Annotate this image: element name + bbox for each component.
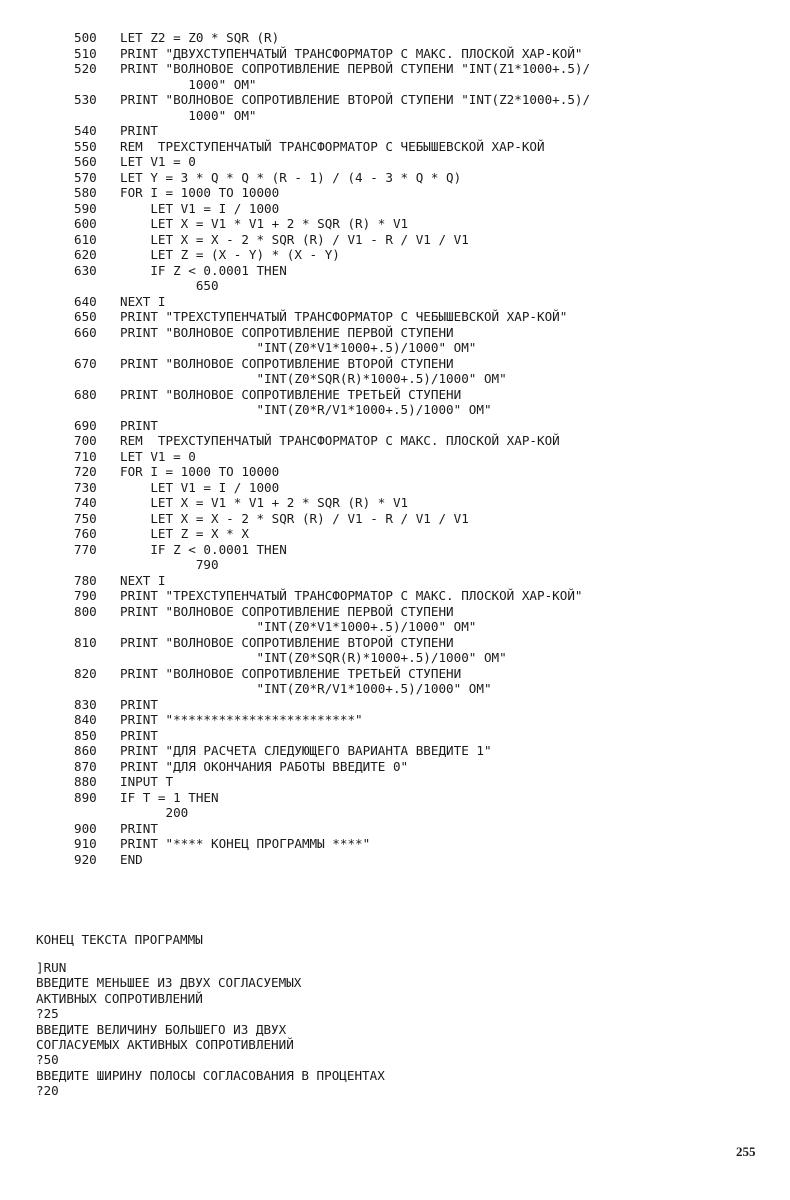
line-code: LET V1 = 0 [120, 448, 196, 464]
line-code: NEXT I [120, 572, 166, 588]
line-number [74, 371, 120, 387]
line-code: PRINT "ТРЕХСТУПЕНЧАТЫЙ ТРАНСФОРМАТОР С МАКС. ПЛОСКОЙ ХАР-КОЙ" [120, 588, 583, 603]
code-line [74, 247, 774, 263]
line-number: 720 [74, 464, 97, 479]
code-line [74, 511, 774, 527]
code-line [74, 30, 774, 46]
line-code: 200 [120, 805, 189, 820]
line-code: PRINT [120, 696, 158, 712]
line-number [74, 557, 120, 573]
line-number [74, 278, 120, 294]
line-code: IF Z < 0.0001 THEN [120, 262, 287, 278]
line-number [74, 805, 120, 821]
line-code: PRINT "ВОЛНОВОЕ СОПРОТИВЛЕНИЕ ТРЕТЬЕЙ СТУПЕНИ [120, 386, 462, 402]
line-number: 600 [74, 216, 97, 231]
code-line [74, 573, 774, 589]
line-number: 590 [74, 200, 97, 216]
code-line [74, 123, 774, 139]
line-number: 880 [74, 774, 97, 789]
code-line [74, 635, 774, 651]
line-code: LET Z = (X - Y) * (X - Y) [120, 247, 340, 262]
line-code: "INT(Z0*V1*1000+.5)/1000" ОМ" [120, 619, 477, 634]
line-code: PRINT "ВОЛНОВОЕ СОПРОТИВЛЕНИЕ ПЕРВОЙ СТУПЕНИ [120, 603, 454, 619]
line-number: 750 [74, 510, 97, 526]
line-number: 570 [74, 169, 97, 185]
code-line [74, 495, 774, 511]
code-line [74, 480, 774, 496]
line-code: PRINT "ВОЛНОВОЕ СОПРОТИВЛЕНИЕ ПЕРВОЙ СТУПЕНИ "INT(Z1*1000+.5)/ [120, 61, 591, 76]
code-line [74, 712, 774, 728]
code-line [74, 139, 774, 155]
line-number: 810 [74, 634, 97, 650]
line-number: 520 [74, 61, 97, 76]
line-number: 640 [74, 293, 97, 309]
code-line [74, 92, 774, 108]
code-line [74, 278, 774, 294]
line-code: "INT(Z0*R/V1*1000+.5)/1000" ОМ" [120, 681, 492, 696]
code-line [74, 650, 774, 666]
line-code: PRINT [120, 727, 158, 743]
line-code: LET Z = X * X [120, 526, 249, 541]
line-number [74, 77, 120, 93]
line-number: 820 [74, 665, 97, 681]
line-number: 850 [74, 727, 97, 743]
line-number: 890 [74, 789, 97, 805]
code-line [74, 402, 774, 418]
code-line [74, 387, 774, 403]
line-code: PRINT [120, 417, 158, 433]
line-number: 900 [74, 820, 97, 836]
code-line [74, 371, 774, 387]
line-number: 710 [74, 448, 97, 464]
line-number: 540 [74, 123, 97, 138]
line-number: 620 [74, 247, 97, 262]
line-number: 860 [74, 743, 97, 758]
line-code: IF T = 1 THEN [120, 789, 219, 805]
line-code: LET X = V1 * V1 + 2 * SQR (R) * V1 [120, 495, 409, 510]
code-line [74, 108, 774, 124]
line-number: 580 [74, 185, 97, 200]
line-number: 770 [74, 541, 97, 557]
code-line [74, 170, 774, 186]
code-line [74, 154, 774, 170]
code-line [74, 836, 774, 852]
line-code: PRINT "**** КОНЕЦ ПРОГРАММЫ ****" [120, 836, 371, 851]
line-code: PRINT "************************" [120, 712, 363, 727]
code-line [74, 294, 774, 310]
line-number: 700 [74, 433, 97, 448]
line-code: LET V1 = I / 1000 [120, 479, 280, 495]
page-number: 255 [736, 1144, 756, 1159]
line-code: LET X = X - 2 * SQR (R) / V1 - R / V1 / V1 [120, 231, 469, 247]
line-code: 1000" ОМ" [120, 107, 257, 123]
end-of-listing-heading: КОНЕЦ ТЕКСТА ПРОГРАММЫ [36, 932, 203, 947]
line-code: REM ТРЕХСТУПЕНЧАТЫЙ ТРАНСФОРМАТОР С ЧЕБЫШЕВСКОЙ ХАР-КОЙ [120, 138, 545, 154]
line-number: 660 [74, 324, 97, 340]
line-number [74, 402, 120, 418]
line-number: 530 [74, 92, 97, 107]
line-code: LET Y = 3 * Q * Q * (R - 1) / (4 - 3 * Q * Q) [120, 169, 462, 185]
code-line [74, 821, 774, 837]
line-number: 610 [74, 231, 97, 247]
code-line [74, 449, 774, 465]
line-number: 870 [74, 758, 97, 774]
line-code: PRINT [120, 820, 158, 836]
code-line [74, 418, 774, 434]
line-code: "INT(Z0*R/V1*1000+.5)/1000" ОМ" [120, 402, 492, 417]
line-number: 920 [74, 851, 97, 867]
line-code: "INT(Z0*V1*1000+.5)/1000" ОМ" [120, 340, 477, 355]
line-code: PRINT "ДВУХСТУПЕНЧАТЫЙ ТРАНСФОРМАТОР С МАКС. ПЛОСКОЙ ХАР-КОЙ" [120, 45, 583, 61]
line-code: LET Z2 = Z0 * SQR (R) [120, 30, 280, 45]
code-line [74, 728, 774, 744]
line-number: 690 [74, 417, 97, 433]
code-line [74, 805, 774, 821]
line-number: 550 [74, 138, 97, 154]
line-number [74, 681, 120, 697]
code-line [74, 232, 774, 248]
line-number: 560 [74, 154, 97, 169]
code-line [74, 356, 774, 372]
line-code: PRINT "ТРЕХСТУПЕНЧАТЫЙ ТРАНСФОРМАТОР С ЧЕБЫШЕВСКОЙ ХАР-КОЙ" [120, 309, 568, 324]
line-code: END [120, 851, 143, 867]
line-code: PRINT "ВОЛНОВОЕ СОПРОТИВЛЕНИЕ ПЕРВОЙ СТУПЕНИ [120, 324, 454, 340]
code-line [74, 774, 774, 790]
line-number: 790 [74, 588, 97, 603]
line-number: 650 [74, 309, 97, 324]
line-code: LET X = V1 * V1 + 2 * SQR (R) * V1 [120, 216, 409, 231]
line-code: 1000" ОМ" [120, 76, 257, 92]
line-code: PRINT "ВОЛНОВОЕ СОПРОТИВЛЕНИЕ ТРЕТЬЕЙ СТУПЕНИ [120, 665, 462, 681]
code-line [74, 604, 774, 620]
code-line [74, 309, 774, 325]
line-number: 760 [74, 526, 97, 541]
line-number: 840 [74, 712, 97, 727]
line-number: 780 [74, 572, 97, 588]
line-code: LET X = X - 2 * SQR (R) / V1 - R / V1 / V1 [120, 510, 469, 526]
code-line [74, 340, 774, 356]
line-code: PRINT [120, 123, 158, 138]
code-line [74, 201, 774, 217]
code-line [74, 666, 774, 682]
line-number [74, 108, 120, 124]
program-run-output: ]RUN ВВЕДИТЕ МЕНЬШЕЕ ИЗ ДВУХ СОГЛАСУЕМЫХ АКТИВНЫХ СОПРОТИВЛЕНИЙ ?25 ВВЕДИТЕ ВЕЛИЧИНУ БОЛЬШЕГО ИЗ ДВУХ СОГЛАСУЕМЫХ АКТИВНЫХ СОПРОТИВЛЕНИЙ ?50 ВВЕДИТЕ ШИРИНУ ПОЛОСЫ СОГЛАСОВАНИЯ В ПРОЦЕНТАХ ?20 [36, 960, 385, 1099]
code-line [74, 61, 774, 77]
line-number: 500 [74, 30, 97, 45]
line-number: 510 [74, 45, 97, 61]
basic-program-listing [74, 30, 774, 867]
code-line [74, 697, 774, 713]
line-number: 800 [74, 603, 97, 619]
code-line [74, 790, 774, 806]
line-code: 790 [120, 557, 219, 572]
line-code: INPUT T [120, 774, 174, 789]
line-code: NEXT I [120, 293, 166, 309]
code-line [74, 464, 774, 480]
code-line [74, 433, 774, 449]
line-number: 910 [74, 836, 97, 851]
line-code: REM ТРЕХСТУПЕНЧАТЫЙ ТРАНСФОРМАТОР С МАКС. ПЛОСКОЙ ХАР-КОЙ [120, 433, 560, 448]
code-line [74, 743, 774, 759]
line-code: 650 [120, 278, 219, 293]
code-line [74, 77, 774, 93]
code-line [74, 325, 774, 341]
line-code: PRINT "ДЛЯ РАСЧЕТА СЛЕДУЮЩЕГО ВАРИАНТА ВВЕДИТЕ 1" [120, 743, 492, 758]
line-number [74, 340, 120, 356]
line-number: 630 [74, 262, 97, 278]
code-line [74, 681, 774, 697]
code-line [74, 263, 774, 279]
code-line [74, 557, 774, 573]
line-code: "INT(Z0*SQR(R)*1000+.5)/1000" ОМ" [120, 650, 507, 665]
code-line [74, 759, 774, 775]
code-line [74, 852, 774, 868]
line-code: LET V1 = I / 1000 [120, 200, 280, 216]
code-line [74, 216, 774, 232]
line-code: IF Z < 0.0001 THEN [120, 541, 287, 557]
code-line [74, 526, 774, 542]
line-code: PRINT "ВОЛНОВОЕ СОПРОТИВЛЕНИЕ ВТОРОЙ СТУПЕНИ [120, 634, 454, 650]
line-code: "INT(Z0*SQR(R)*1000+.5)/1000" ОМ" [120, 371, 507, 386]
line-number: 730 [74, 479, 97, 495]
line-number: 670 [74, 355, 97, 371]
line-code: PRINT "ВОЛНОВОЕ СОПРОТИВЛЕНИЕ ВТОРОЙ СТУПЕНИ "INT(Z2*1000+.5)/ [120, 92, 591, 107]
code-line [74, 542, 774, 558]
line-number: 680 [74, 386, 97, 402]
code-line [74, 588, 774, 604]
line-code: FOR I = 1000 TO 10000 [120, 185, 280, 200]
line-code: FOR I = 1000 TO 10000 [120, 464, 280, 479]
code-line [74, 185, 774, 201]
line-number: 830 [74, 696, 97, 712]
line-code: LET V1 = 0 [120, 154, 196, 169]
line-number [74, 650, 120, 666]
line-number [74, 619, 120, 635]
line-number: 740 [74, 495, 97, 510]
code-line [74, 619, 774, 635]
code-line [74, 46, 774, 62]
line-code: PRINT "ДЛЯ ОКОНЧАНИЯ РАБОТЫ ВВЕДИТЕ 0" [120, 758, 409, 774]
line-code: PRINT "ВОЛНОВОЕ СОПРОТИВЛЕНИЕ ВТОРОЙ СТУПЕНИ [120, 355, 454, 371]
